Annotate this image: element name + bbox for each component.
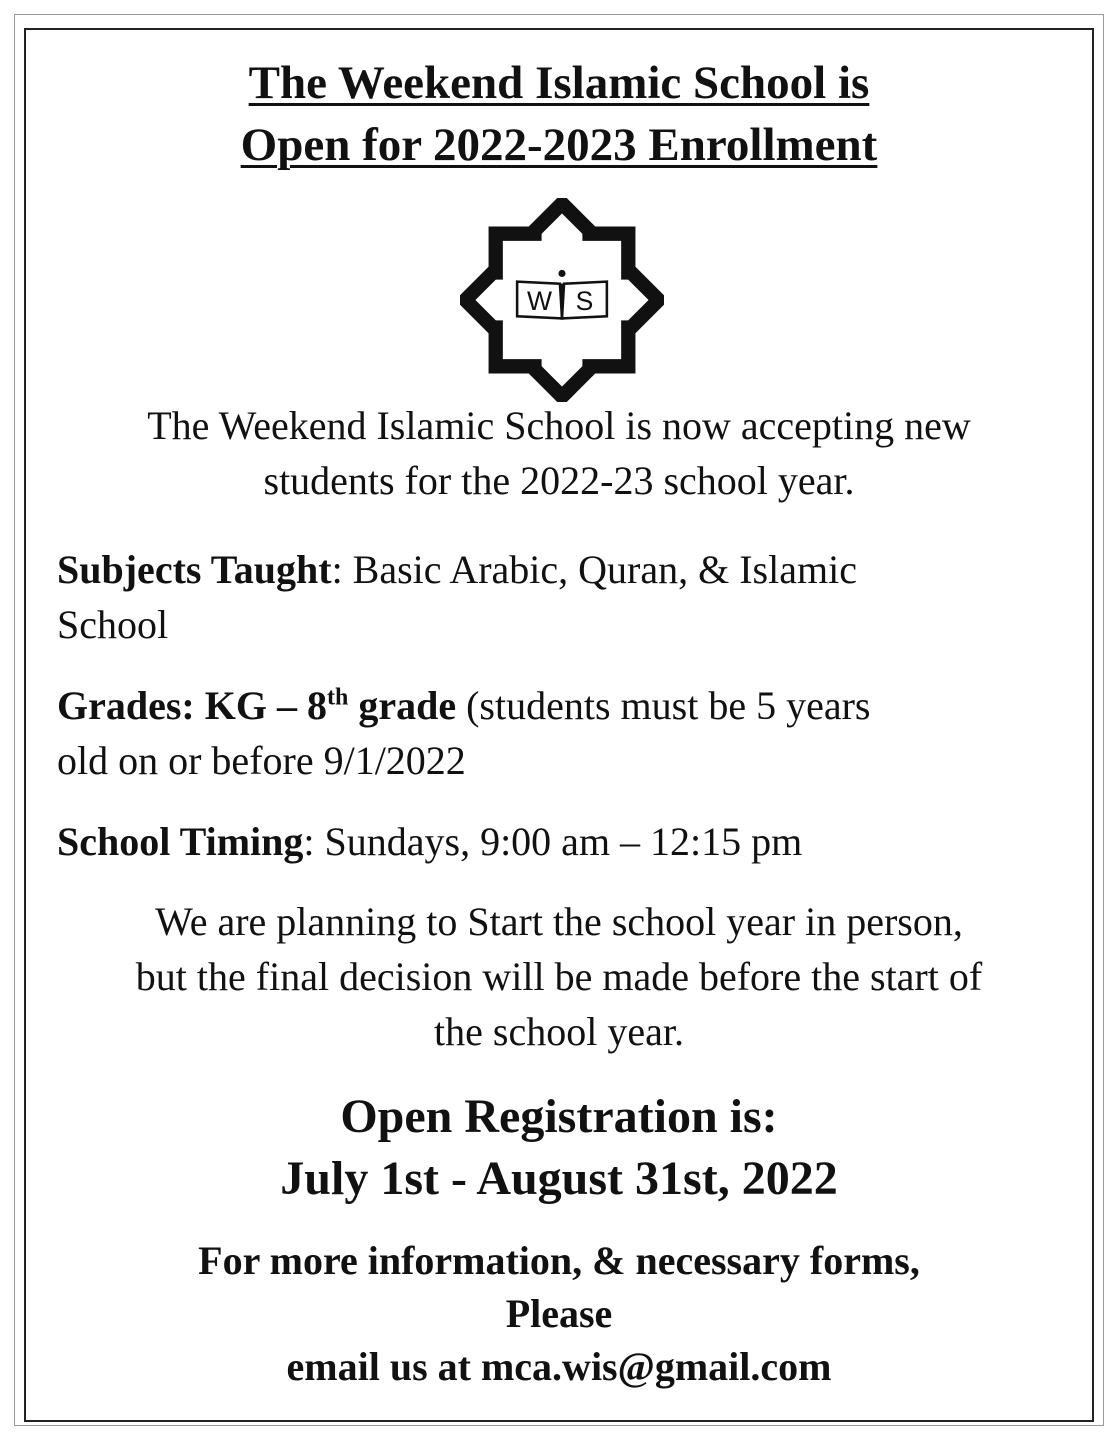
info-line-2: Please <box>505 1291 613 1336</box>
subjects-text-1: : Basic Arabic, Quran, & Islamic <box>331 547 857 592</box>
plan-paragraph <box>26 894 1092 1059</box>
intro-paragraph <box>26 398 1092 508</box>
timing-text: : Sundays, 9:00 am – 12:15 pm <box>303 819 803 864</box>
intro-line-2: students for the 2022-23 school year. <box>263 458 855 503</box>
contact-info <box>26 1234 1092 1393</box>
wis-logo-icon <box>460 198 664 402</box>
grades-label: Grades: KG – 8th grade <box>57 683 457 728</box>
grades-ordinal: th <box>326 684 349 711</box>
plan-line-1: We are planning to Start the school year in person, <box>155 899 963 944</box>
plan-line-3: the school year. <box>434 1009 684 1054</box>
timing-label: School Timing <box>57 819 304 864</box>
grades-text-1: (students must be 5 years <box>456 683 871 728</box>
title-line-1: The Weekend Islamic School is <box>248 57 870 109</box>
flyer-title <box>26 52 1092 176</box>
subjects-paragraph <box>57 542 1067 652</box>
info-line-1: For more information, & necessary forms, <box>198 1238 920 1283</box>
intro-line-1: The Weekend Islamic School is now accepting new <box>147 403 971 448</box>
registration-dates <box>26 1086 1092 1210</box>
grades-text-2: old on or before 9/1/2022 <box>57 738 466 783</box>
title-line-2: Open for 2022-2023 Enrollment <box>240 119 878 171</box>
grades-paragraph <box>57 678 1067 788</box>
subjects-text-2: School <box>57 602 169 647</box>
info-email-line: email us at mca.wis@gmail.com <box>286 1344 832 1389</box>
logo-letter-w: W <box>527 286 553 317</box>
timing-paragraph <box>57 814 1067 869</box>
registration-line-2: July 1st - August 31st, 2022 <box>280 1152 838 1205</box>
registration-line-1: Open Registration is: <box>340 1090 778 1143</box>
plan-line-2: but the final decision will be made before the start of <box>135 954 983 999</box>
logo-letter-s: S <box>575 286 594 317</box>
subjects-label: Subjects Taught <box>57 547 332 592</box>
enrollment-flyer <box>24 28 1094 1422</box>
